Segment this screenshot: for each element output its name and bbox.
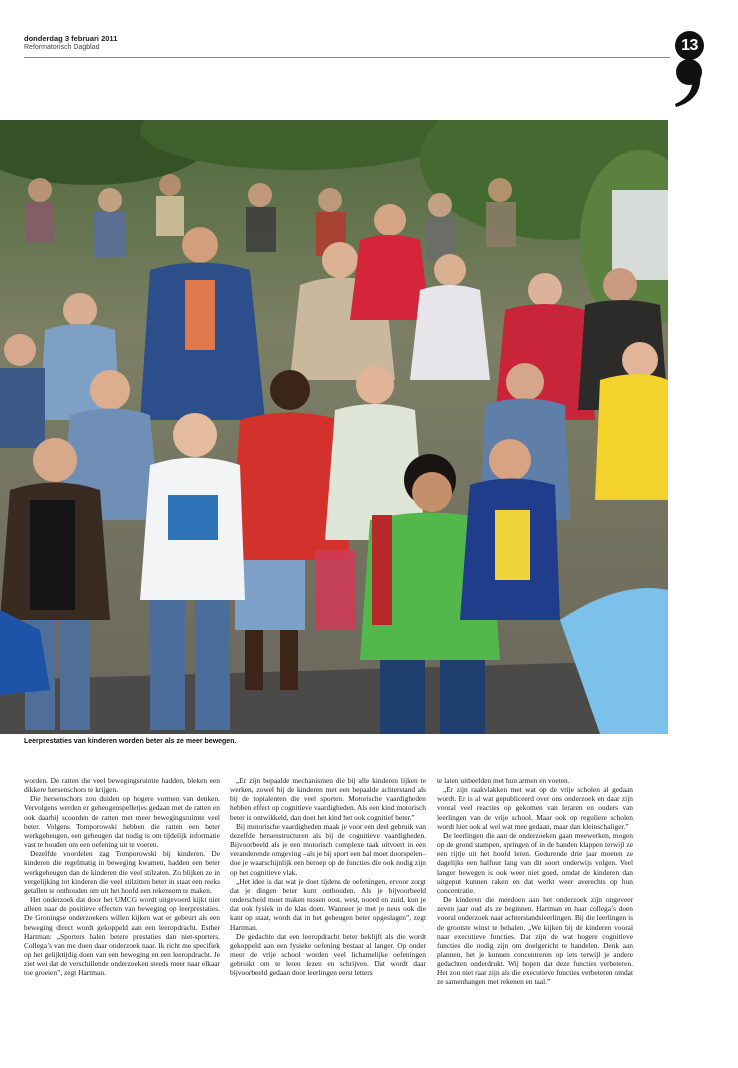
crowd-of-walking-children-image: [0, 120, 668, 734]
article-column-1: [24, 776, 220, 977]
paragraph: Bij motorische vaardigheden maak je voor een deel gebruik van dezelfde hersenstructuren als bij de cognitieve vaardigheden. Bijvoorbeeld als je een motorisch complexe taak uitvoert in een veranderende omgeving –als je bij sport een bal moet doorspelen– doe je waarschijnlijk een beroep op de functies die ook nodig zijn op het cognitieve vlak.: [230, 821, 426, 877]
header-rule: [24, 57, 670, 58]
paragraph: „Er zijn bepaalde mechanismen die bij alle kinderen lijken te werken, zowel bij de kinderen met een bepaalde achterstand als bij de toptalenten die veel sporten. Motorische vaardigheden hebben effect op cognitieve vaardigheden. Als een kind motorisch beter is ontwikkeld, dan doet het kind het ook cognitief beter.”: [230, 776, 426, 822]
paragraph: „Er zijn raakvlakken met wat op de vrije scholen al gedaan wordt. Er is al wat gepubliceerd over ons onderzoek en daar zijn vooral veel reacties op gekomen van leraren en ouders van leerlingen van de vrije school. Maar ook op reguliere scholen wordt hier ook al wel wat mee gedaan, maar dan kleinschaliger.”: [437, 785, 633, 831]
paragraph: te laten uitbeelden met hun armen en voeten.: [437, 776, 570, 785]
header-date: donderdag 3 februari 2011: [24, 34, 118, 43]
paragraph: Die hersenschors zou duiden op hogere vormen van denken. Vervolgens werden er geheugenspelletjes gedaan met de ratten en ook daarbij scoorden de ratten met meer bewegingsruimte veel beter. Volgens Tomporowski hebben die ratten een beter werkgeheugen, een geheugen dat nodig is om tijdelijk informatie vast te houden om een oefening uit te voeren.: [24, 794, 220, 850]
newspaper-name: Reformatorisch Dagblad: [24, 44, 100, 51]
paragraph: worden. De ratten die veel bewegingsruimte hadden, bleken een dikkere hersenschors te krijgen.: [24, 776, 220, 795]
article-column-2: [230, 776, 426, 977]
news-photo: [0, 120, 668, 734]
paragraph: De leerlingen die aan de onderzoeken gaan meewerken, mogen op de grond stampen, springen of in de handen klappen terwijl ze een rijtje uit het hoofd leren. Gedurende drie jaar moeten ze dagelijks een halfuur lang van dit soort onderwijs volgen. Veel langer bewegen is ook weer niet goed, omdat de kinderen dan uitgeput kunnen raken en dat werkt weer averechts op hun concentratie.: [437, 830, 633, 895]
photo-caption: Leerprestaties van kinderen worden beter als ze meer bewegen.: [24, 738, 237, 745]
comma-logo-icon: [672, 58, 706, 108]
page-number-badge: 13: [675, 31, 704, 60]
article-column-3: [437, 776, 633, 987]
paragraph: De kinderen die meedoen aan het onderzoek zijn ongeveer zeven jaar oud als ze beginnen. Hartman en haar collega’s doen vooral onderzoek naar achterstandsleerlingen. Bij die leerlingen is de grootste winst te behalen. „We kijken bij de kinderen vooral naar executieve functies. Dat zijn de wat hogere cognitieve functies die nodig zijn om doelgericht te handelen. Denk aan plannen, het je kunnen concentreren op iets terwijl je andere gedachten onderdrukt. Wij hopen dat deze functies verbeteren. Het zou niet raar zijn als die executieve functies verbeteren omdat ze samenhangen met rekenen en taal.”: [437, 895, 633, 987]
paragraph: Dezelfde voordelen zag Tomporowski bij kinderen. De kinderen die regelmatig in beweging kwamen, hadden een beter werkgeheugen dan de kinderen die veel stilzaten. Zo blijken ze in vergelijking tot kinderen die veel stilzitten beter in staat een reeks getallen te onthouden om uit het hoofd een rekensom te maken.: [24, 849, 220, 895]
paragraph: De gedachte dat een leeropdracht beter beklijft als die wordt gekoppeld aan een fysieke oefening bestaat al langer. Op onder meer de vrije school worden veel lichamelijke oefeningen gebruikt om te leren lezen en schrijven. Dat wordt daar bijvoorbeeld gedaan door leerlingen eerst letters: [230, 931, 426, 978]
paragraph: „Het idee is dat wat je doet tijdens de oefeningen, ervoor zorgt dat je dingen beter kunt onthouden. Als je bijvoorbeeld onderscheid moet maken tussen oost, west, noord en zuid, kun je dat ook fysiek in de klas doen. Wanneer je met je neus ook die kant op staat, wordt dat in het geheugen beter opgeslagen”, zegt Hartman.: [230, 876, 426, 932]
paragraph: Het onderzoek dat door het UMCG wordt uitgevoerd kijkt niet alleen naar de positieve effecten van beweging op leerprestaties. De Groningse onderzoekers willen kijken wat er gebeurt als een beweging direct wordt gekoppeld aan een leeropdracht. Esther Hartman: „Sporters halen betere prestaties dan niet-sporters. Collega’s van me doen daar onderzoek naar. Ik richt me specifiek op het gelijktijdig doen van een beweging en een leeropdracht. Je ziet wel dat de verschillende onderzoeken steeds meer naar elkaar toe groeien”, zegt Hartman.: [24, 895, 220, 978]
